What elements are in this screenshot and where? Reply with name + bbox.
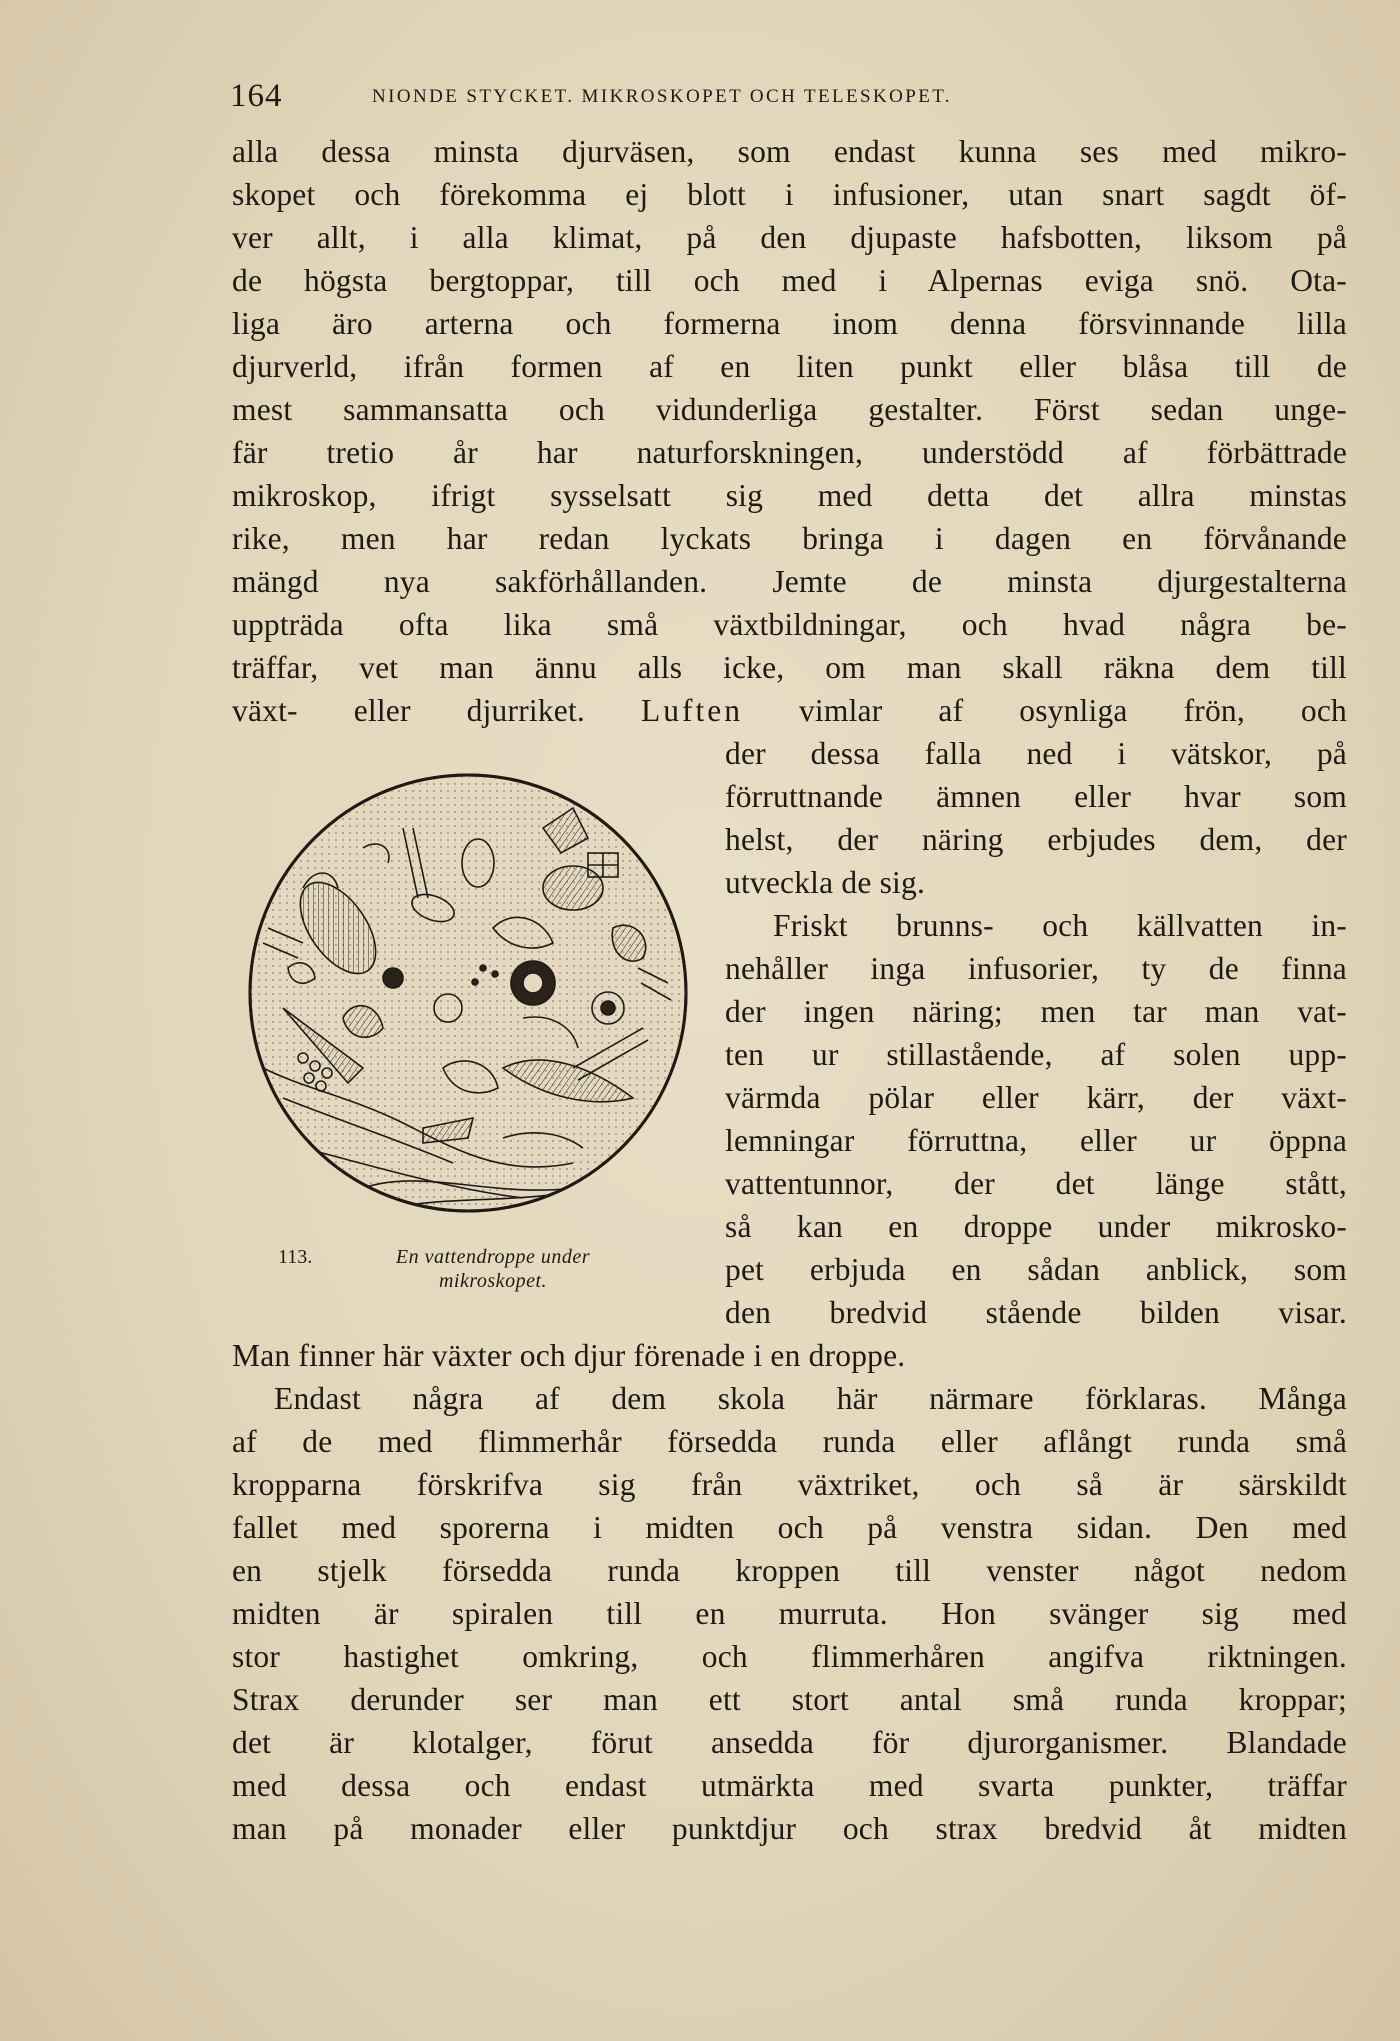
wrap-line: ten ur stillastående, af solen upp- [725, 1037, 1347, 1072]
organisms [252, 777, 684, 1209]
page-number: 164 [230, 78, 283, 114]
wrap-line: utveckla de sig. [725, 865, 926, 900]
text-line: uppträda ofta lika små växtbildningar, och hvad några be- [232, 607, 1347, 642]
text-line: träffar, vet man ännu alls icke, om man skall räkna dem till [232, 650, 1347, 685]
figure-number: 113. [278, 1246, 313, 1268]
wrap-line: värmda pölar eller kärr, der växt- [725, 1080, 1347, 1115]
wrap-line: der ingen näring; men tar man vat- [725, 994, 1347, 1029]
text-line: det är klotalger, förut ansedda för djurorganismer. Blandade [232, 1725, 1347, 1760]
wrap-line: der dessa falla ned i vätskor, på [725, 736, 1347, 771]
text-line: djurverld, ifrån formen af en liten punkt eller blåsa till de [232, 349, 1347, 384]
text-after: vimlar af osynliga frön, och [798, 693, 1348, 728]
text-line: en stjelk försedda runda kroppen till venster något nedom [232, 1553, 1347, 1588]
microscope-drop-illustration [243, 768, 693, 1218]
text-before: växt- eller djurriket. [232, 693, 585, 728]
text-line: alla dessa minsta djurväsen, som endast kunna ses med mikro- [232, 134, 1347, 169]
wrap-line: den bredvid stående bilden visar. [725, 1295, 1347, 1330]
text-line: Endast några af dem skola här närmare förklaras. Många [274, 1381, 1347, 1416]
text-line: de högsta bergtoppar, till och med i Alpernas eviga snö. Ota- [232, 263, 1347, 298]
text-line: fär tretio år har naturforskningen, understödd af förbättrade [232, 435, 1347, 470]
text-line: liga äro arterna och formerna inom denna försvinnande lilla [232, 306, 1347, 341]
text-line: Man finner här växter och djur förenade i en droppe. [232, 1338, 906, 1373]
text-line: skopet och förekomma ej blott i infusioner, utan snart sagdt öf- [232, 177, 1347, 212]
wrap-line: lemningar förruttna, eller ur öppna [725, 1123, 1347, 1158]
text-line: ver allt, i alla klimat, på den djupaste hafsbotten, liksom på [232, 220, 1347, 255]
wrap-line: pet erbjuda en sådan anblick, som [725, 1252, 1347, 1287]
wrap-line: nehåller inga infusorier, ty de finna [725, 951, 1347, 986]
text-line: Strax derunder ser man ett stort antal små runda kroppar; [232, 1682, 1347, 1717]
text-line: mängd nya sakförhållanden. Jemte de minsta djurgestalterna [232, 564, 1347, 599]
wrap-line: Friskt brunns- och källvatten in- [773, 908, 1347, 943]
running-head: NIONDE STYCKET. MIKROSKOPET OCH TELESKOPET. [372, 86, 952, 107]
wrap-line: vattentunnor, der det länge stått, [725, 1166, 1347, 1201]
text-line: man på monader eller punktdjur och strax bredvid åt midten [232, 1811, 1347, 1846]
text-spaced: Luften [641, 693, 743, 728]
caption-line: mikroskopet. [438, 1270, 547, 1292]
wrap-line: helst, der näring erbjudes dem, der [725, 822, 1347, 857]
caption-line: En vattendroppe under [395, 1246, 591, 1268]
text-line: med dessa och endast utmärkta med svarta punkter, träffar [232, 1768, 1347, 1803]
wrap-line: så kan en droppe under mikrosko- [725, 1209, 1347, 1244]
wrap-line: förruttnande ämnen eller hvar som [725, 779, 1347, 814]
figure-caption [278, 1245, 678, 1293]
text-line-split [232, 693, 1347, 729]
text-line: mest sammansatta och vidunderliga gestalter. Först sedan unge- [232, 392, 1347, 427]
text-line: rike, men har redan lyckats bringa i dagen en förvånande [232, 521, 1347, 556]
text-line: mikroskop, ifrigt sysselsatt sig med detta det allra minstas [232, 478, 1347, 513]
text-line: midten är spiralen till en murruta. Hon svänger sig med [232, 1596, 1347, 1631]
page-header [230, 78, 1350, 118]
text-line: af de med flimmerhår försedda runda eller aflångt runda små [232, 1424, 1347, 1459]
text-line: stor hastighet omkring, och flimmerhåren angifva riktningen. [232, 1639, 1347, 1674]
engraving-svg [243, 768, 693, 1218]
text-line: kropparna förskrifva sig från växtriket, och så är särskildt [232, 1467, 1347, 1502]
text-line: fallet med sporerna i midten och på venstra sidan. Den med [232, 1510, 1347, 1545]
